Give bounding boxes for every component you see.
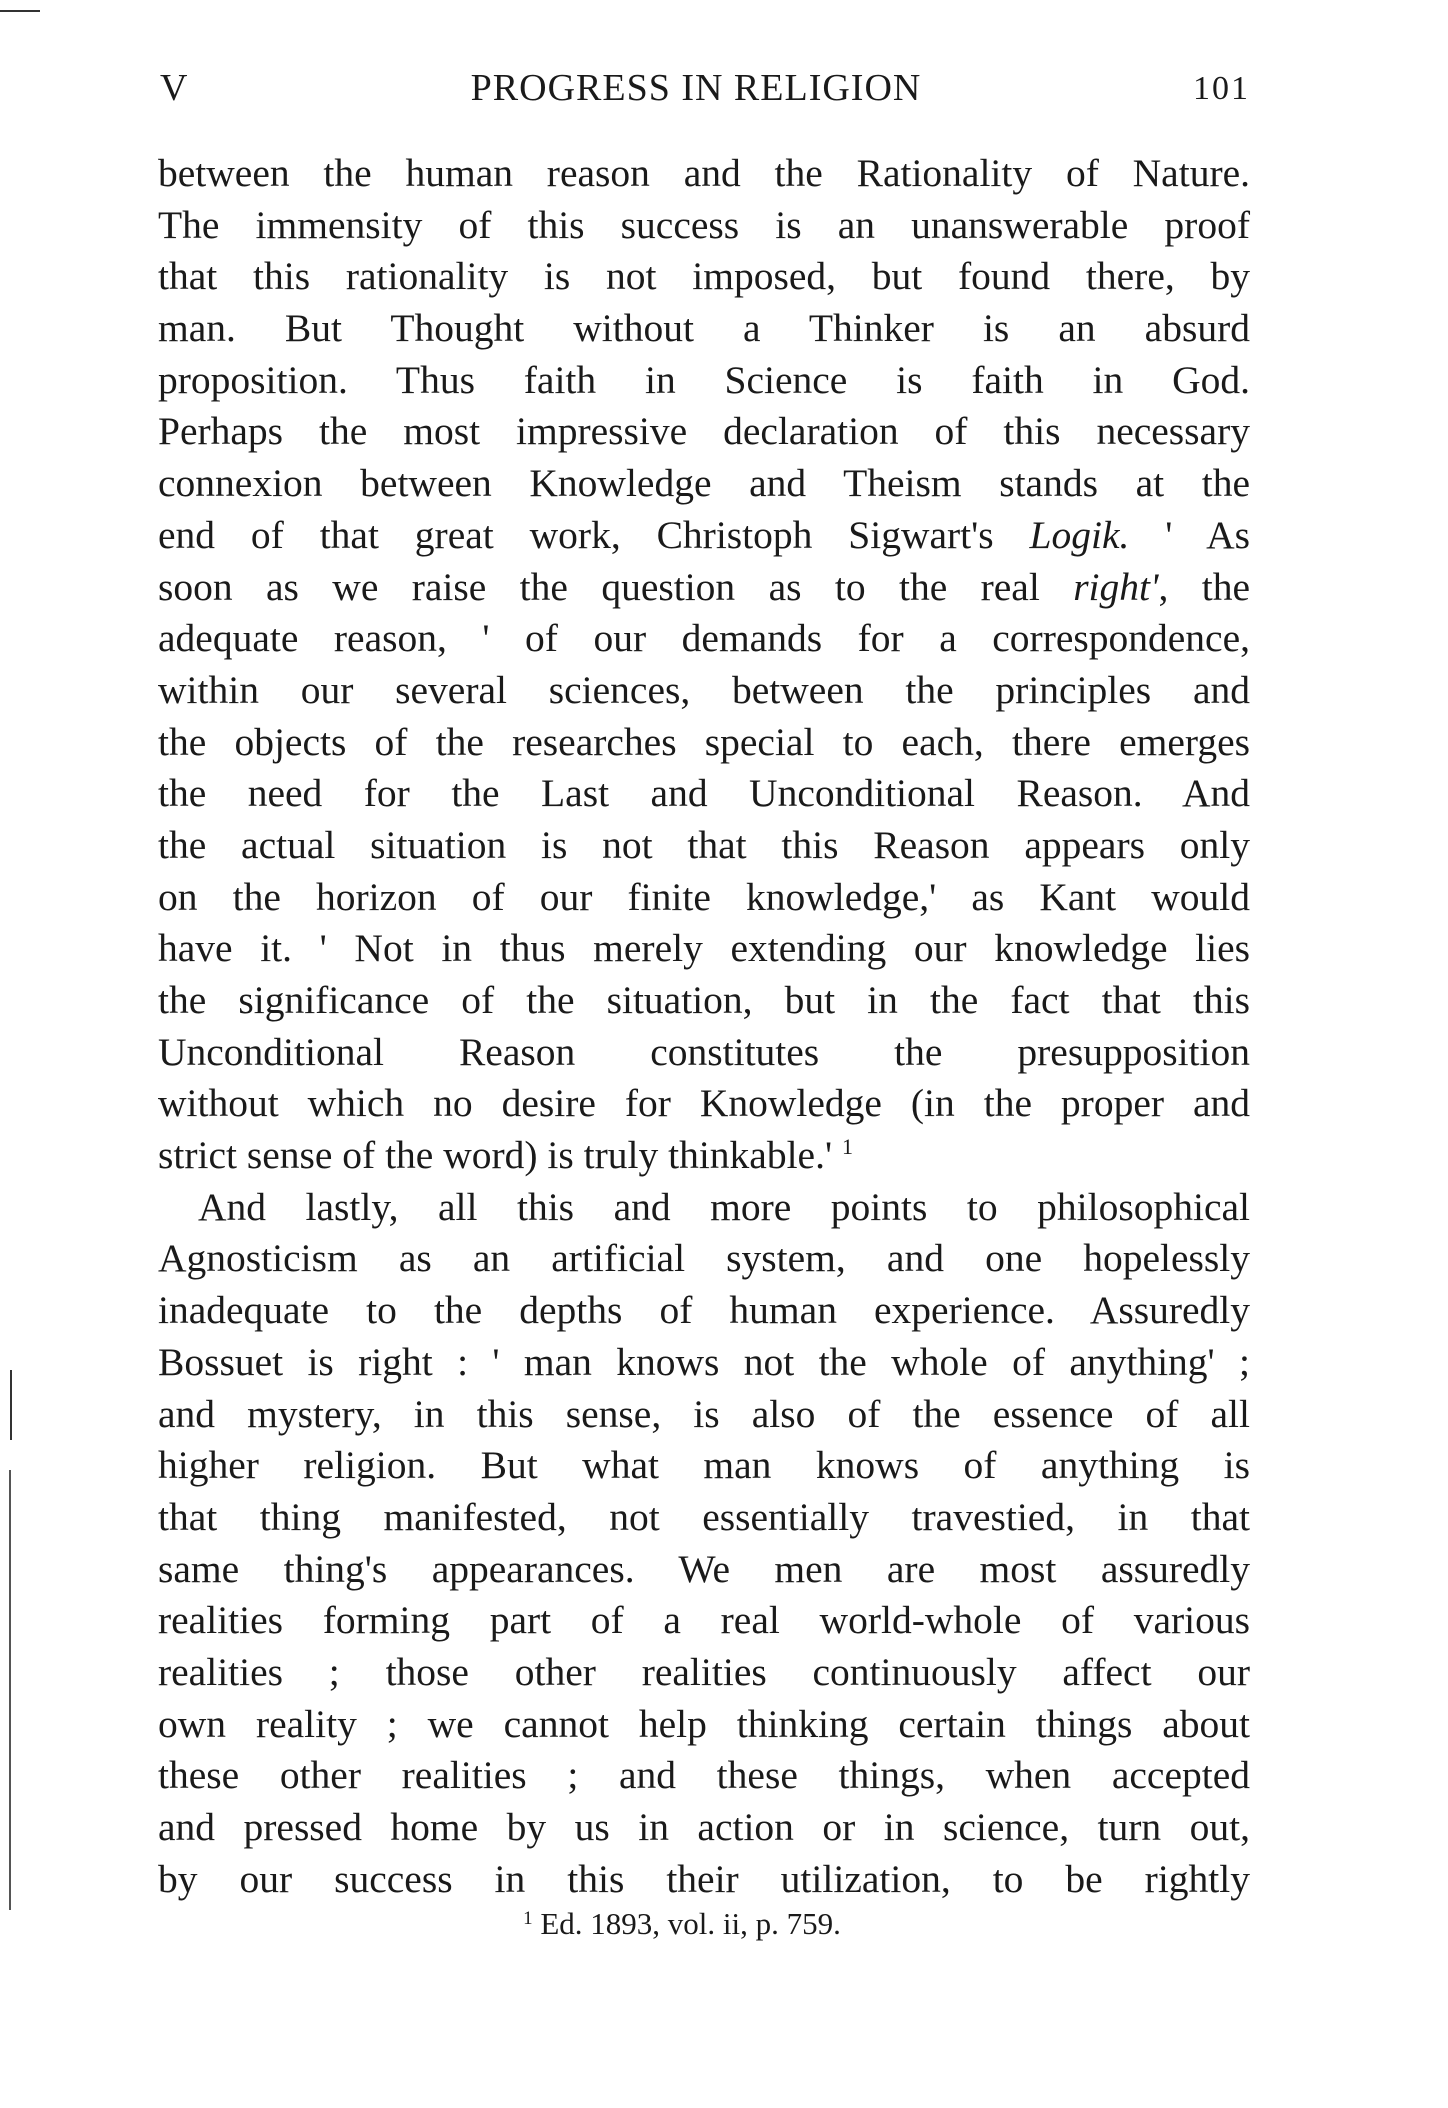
text-segment: man. But Thought without a Thinker is an absurd [158, 306, 1250, 351]
text-line [158, 562, 1250, 614]
text-line [158, 251, 1250, 303]
text-line [158, 1078, 1250, 1130]
text-line [158, 820, 1250, 872]
text-segment: by our success in this their utilization, to be rightly [158, 1856, 1250, 1901]
text-segment: between the human reason and the Rationality of Nature. [158, 151, 1250, 195]
text-segment: the significance of the situation, but in the fact that this [158, 978, 1250, 1022]
text-line [158, 613, 1250, 665]
italic-text: right' [1073, 564, 1159, 609]
text-segment: have it. ' Not in thus merely extending our knowledge lies [158, 926, 1250, 971]
text-line [158, 1492, 1250, 1544]
scan-mark-left [10, 1370, 12, 1440]
footnote-text: Ed. 1893, vol. ii, p. 759. [532, 1906, 841, 1941]
body-text [158, 148, 1250, 1905]
text-segment: the need for the Last and Unconditional Reason. And [158, 771, 1250, 816]
text-segment: connexion between Knowledge and Theism stands at the [158, 461, 1250, 506]
italic-text: Logik. [1029, 512, 1130, 557]
text-segment: strict sense of the word) is truly thinkable.' [158, 1133, 842, 1178]
text-line [158, 1182, 1250, 1234]
text-segment: The immensity of this success is an unanswerable proof [158, 202, 1250, 247]
text-line [158, 1389, 1250, 1441]
text-segment: on the horizon of our finite knowledge,' as Kant would [158, 874, 1250, 919]
text-segment: Perhaps the most impressive declaration of this necessary [158, 409, 1250, 454]
running-title: PROGRESS IN RELIGION [470, 67, 922, 109]
text-segment: Agnosticism as an artificial system, and one hopelessly [158, 1236, 1250, 1281]
text-segment: Bossuet is right : ' man knows not the whole of anything' ; [158, 1339, 1250, 1384]
text-segment: And lastly, all this and more points to philosophical [198, 1184, 1250, 1229]
text-segment: that this rationality is not imposed, but found there, by [158, 254, 1250, 299]
text-segment: without which no desire for Knowledge (in the proper and [158, 1081, 1250, 1126]
text-line [158, 1285, 1250, 1337]
text-line [158, 1595, 1250, 1647]
text-segment: realities ; those other realities continuously affect our [158, 1649, 1250, 1694]
text-segment: within our several sciences, between the principles and [158, 667, 1250, 712]
text-segment: Unconditional Reason constitutes the presupposition [158, 1029, 1250, 1074]
text-line [158, 975, 1250, 1027]
text-line [158, 1647, 1250, 1699]
scan-mark-top [0, 10, 40, 12]
text-segment: the actual situation is not that this Reason appears only [158, 822, 1250, 867]
text-line [158, 510, 1250, 562]
text-line [158, 303, 1250, 355]
text-segment: and mystery, in this sense, is also of the essence of all [158, 1391, 1250, 1436]
text-line [158, 1544, 1250, 1596]
footnote [0, 1906, 1406, 1942]
text-line [158, 872, 1250, 924]
text-line [158, 1699, 1250, 1751]
text-segment: and pressed home by us in action or in science, turn out, [158, 1805, 1250, 1849]
text-segment: , the [1158, 564, 1250, 609]
text-line [158, 1027, 1250, 1079]
text-segment: ' As [1129, 512, 1250, 557]
page-number: 101 [1193, 70, 1250, 107]
text-line [158, 148, 1250, 200]
text-segment: own reality ; we cannot help thinking certain things about [158, 1701, 1250, 1746]
chapter-number: V [160, 67, 189, 109]
text-line [158, 1130, 1250, 1182]
text-segment: end of that great work, Christoph Sigwart's [158, 512, 1030, 557]
text-segment: realities forming part of a real world-whole of various [158, 1598, 1250, 1643]
text-line [158, 1750, 1250, 1802]
text-line [158, 717, 1250, 769]
text-segment: that thing manifested, not essentially travestied, in that [158, 1494, 1250, 1539]
text-line [158, 1233, 1250, 1285]
text-line [158, 768, 1250, 820]
text-segment: proposition. Thus faith in Science is faith in God. [158, 357, 1250, 402]
text-line [158, 1802, 1250, 1854]
text-segment: adequate reason, ' of our demands for a correspondence, [158, 616, 1250, 661]
text-segment: these other realities ; and these things, when accepted [158, 1753, 1250, 1798]
text-segment: the objects of the researches special to each, there emerges [158, 719, 1250, 764]
text-segment: inadequate to the depths of human experience. Assuredly [158, 1288, 1250, 1333]
footnote-reference: 1 [841, 1134, 853, 1160]
text-segment: higher religion. But what man knows of anything is [158, 1443, 1250, 1488]
text-line [158, 1854, 1250, 1906]
scan-mark-left [9, 1470, 11, 1910]
text-line [158, 355, 1250, 407]
text-line [158, 406, 1250, 458]
text-line [158, 458, 1250, 510]
text-segment: soon as we raise the question as to the real [158, 564, 1074, 609]
text-segment: same thing's appearances. We men are most assuredly [158, 1546, 1250, 1591]
footnote-marker: 1 [523, 1908, 533, 1929]
text-line [158, 200, 1250, 252]
text-line [158, 665, 1250, 717]
text-line [158, 1440, 1250, 1492]
text-line [158, 1337, 1250, 1389]
text-line [158, 923, 1250, 975]
